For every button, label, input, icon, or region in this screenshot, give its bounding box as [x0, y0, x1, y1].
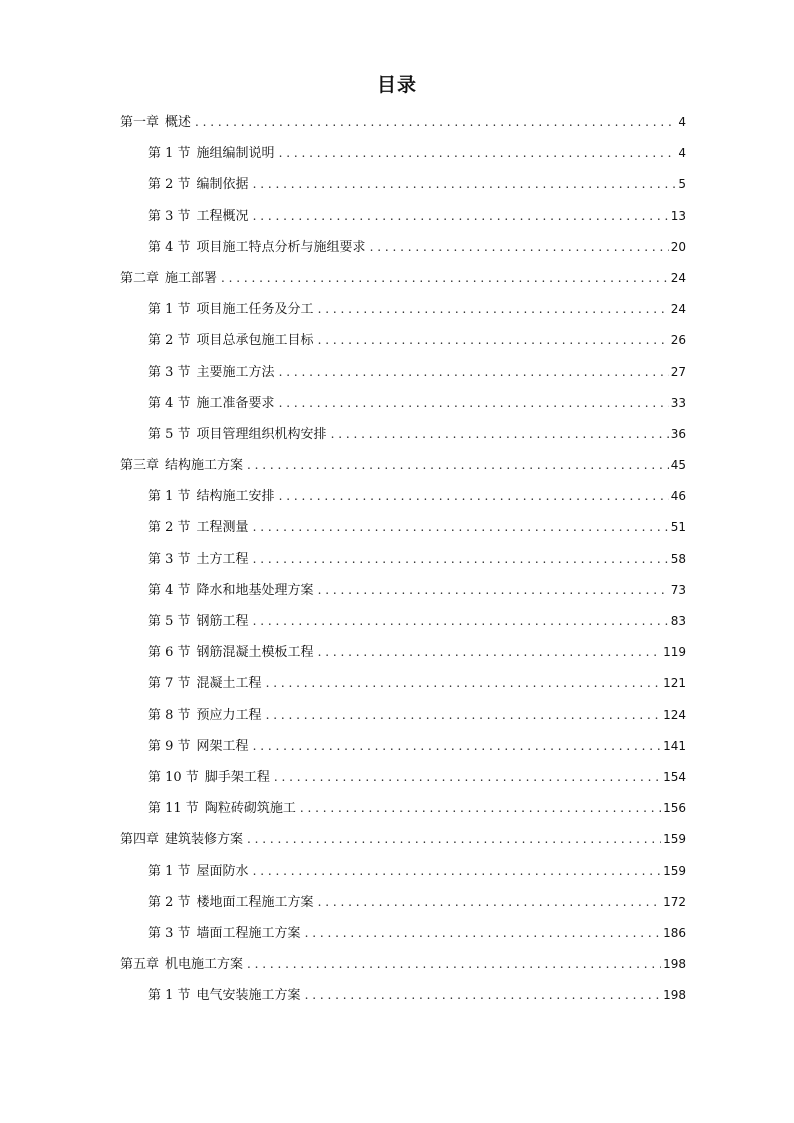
toc-dot-leader: [279, 357, 669, 388]
toc-dot-leader: [253, 606, 669, 637]
toc-page-number: 36: [670, 426, 686, 441]
toc-entry-label: [120, 107, 195, 138]
toc-section-entry[interactable]: [120, 700, 686, 731]
toc-entry-title: 工程测量: [196, 520, 249, 536]
toc-entry-number: 第 2 节: [148, 894, 191, 910]
toc-page-number: 13: [670, 208, 686, 223]
toc-entry-label: [120, 949, 247, 980]
toc-page-number: 27: [670, 364, 686, 379]
toc-section-entry[interactable]: [120, 481, 686, 512]
toc-entry-title: 施工部署: [165, 270, 218, 286]
toc-entry-title: 概述: [165, 115, 192, 130]
toc-section-entry[interactable]: [120, 201, 686, 232]
toc-page-number: 119: [663, 645, 686, 660]
toc-entry-number: 第三章: [120, 458, 160, 474]
toc-entry-title: 预应力工程: [196, 707, 262, 723]
toc-entry-number: 第五章: [120, 957, 160, 973]
toc-dot-leader: [247, 450, 669, 481]
toc-entry-label: [148, 856, 253, 887]
toc-page-number: 58: [670, 551, 686, 566]
toc-entry-title: 结构施工安排: [196, 489, 275, 505]
toc-entry-number: 第 1 节: [148, 489, 191, 505]
toc-page-number: 4: [678, 115, 686, 129]
toc-page-number: 198: [663, 957, 686, 972]
toc-chapter-entry[interactable]: [120, 107, 686, 138]
toc-entry-title: 建筑装修方案: [165, 832, 244, 848]
toc-entry-label: [148, 325, 318, 356]
toc-dot-leader: [274, 762, 661, 793]
toc-page-number: 24: [670, 302, 686, 317]
toc-entry-label: [148, 512, 253, 543]
toc-entry-label: [148, 169, 253, 200]
toc-entry-title: 机电施工方案: [165, 957, 244, 973]
toc-entry-title: 项目总承包施工目标: [196, 333, 314, 349]
toc-dot-leader: [253, 512, 669, 543]
toc-dot-leader: [253, 201, 669, 232]
toc-entry-number: 第二章: [120, 270, 160, 286]
toc-dot-leader: [247, 949, 661, 980]
toc-dot-leader: [331, 419, 669, 450]
toc-entry-title: 项目管理组织机构安排: [196, 426, 327, 442]
toc-entry-number: 第 6 节: [148, 645, 191, 661]
toc-entry-number: 第 10 节: [148, 769, 199, 785]
toc-entry-label: [148, 388, 279, 419]
toc-entry-number: 第 5 节: [148, 426, 191, 442]
toc-section-entry[interactable]: [120, 169, 686, 200]
toc-entry-title: 工程概况: [196, 208, 249, 224]
toc-page-number: 20: [670, 239, 686, 254]
toc-section-entry[interactable]: [120, 606, 686, 637]
toc-section-entry[interactable]: [120, 544, 686, 575]
toc-entry-label: [148, 481, 279, 512]
toc-section-entry[interactable]: [120, 856, 686, 887]
toc-entry-number: 第 9 节: [148, 738, 191, 754]
toc-dot-leader: [318, 294, 669, 325]
toc-entry-label: [148, 731, 253, 762]
toc-section-entry[interactable]: [120, 637, 686, 668]
toc-entry-title: 主要施工方法: [196, 364, 275, 380]
toc-dot-leader: [253, 544, 669, 575]
toc-entry-number: 第 2 节: [148, 177, 191, 193]
toc-entry-label: [148, 544, 253, 575]
toc-page-number: 156: [663, 801, 686, 816]
toc-entry-title: 楼地面工程施工方案: [196, 894, 314, 910]
toc-page-number: 124: [663, 707, 686, 722]
toc-entry-title: 脚手架工程: [204, 769, 270, 785]
toc-dot-leader: [195, 107, 676, 138]
toc-entry-number: 第 3 节: [148, 925, 191, 941]
toc-entry-label: [148, 232, 370, 263]
toc-section-entry[interactable]: [120, 357, 686, 388]
toc-entry-label: [148, 637, 318, 668]
toc-entry-title: 陶粒砖砌筑施工: [204, 801, 296, 817]
toc-dot-leader: [279, 138, 677, 169]
toc-entry-number: 第一章: [120, 115, 160, 130]
toc-dot-leader: [318, 325, 669, 356]
toc-dot-leader: [247, 824, 661, 855]
toc-entry-number: 第 3 节: [148, 551, 191, 567]
toc-entry-title: 施组编制说明: [196, 146, 275, 162]
toc-page-number: 141: [663, 738, 686, 753]
toc-page-number: 24: [670, 270, 686, 285]
toc-section-entry[interactable]: [120, 731, 686, 762]
toc-entry-label: [148, 419, 331, 450]
toc-entry-number: 第 4 节: [148, 395, 191, 411]
toc-entry-number: 第 11 节: [148, 801, 199, 817]
toc-page-number: 186: [663, 925, 686, 940]
toc-section-entry[interactable]: [120, 668, 686, 699]
toc-dot-leader: [318, 887, 662, 918]
toc-section-entry[interactable]: [120, 512, 686, 543]
toc-entry-label: [148, 762, 274, 793]
toc-dot-leader: [279, 481, 669, 512]
toc-entry-label: [148, 138, 279, 169]
toc-dot-leader: [221, 263, 669, 294]
toc-dot-leader: [253, 731, 662, 762]
toc-page-number: 46: [670, 489, 686, 504]
toc-section-entry[interactable]: [120, 887, 686, 918]
toc-dot-leader: [253, 169, 677, 200]
toc-entry-number: 第 2 节: [148, 520, 191, 536]
toc-section-entry[interactable]: [120, 138, 686, 169]
toc-dot-leader: [370, 232, 669, 263]
toc-entry-number: 第 1 节: [148, 988, 191, 1004]
toc-dot-leader: [266, 668, 662, 699]
toc-entry-label: [120, 263, 221, 294]
toc-section-entry[interactable]: [120, 325, 686, 356]
toc-entry-title: 结构施工方案: [165, 458, 244, 474]
toc-entry-label: [148, 918, 305, 949]
toc-entry-label: [148, 575, 318, 606]
toc-entry-title: 电气安装施工方案: [196, 988, 301, 1004]
toc-section-entry[interactable]: [120, 762, 686, 793]
toc-entry-number: 第 4 节: [148, 582, 191, 598]
toc-entry-label: [148, 980, 305, 1011]
toc-entry-number: 第 1 节: [148, 146, 191, 162]
toc-entry-label: [148, 887, 318, 918]
toc-chapter-entry[interactable]: [120, 949, 686, 980]
toc-entry-number: 第 5 节: [148, 614, 191, 629]
toc-entry-number: 第 2 节: [148, 333, 191, 349]
toc-page-number: 45: [670, 458, 686, 473]
toc-entry-title: 墙面工程施工方案: [196, 925, 301, 941]
toc-entry-label: [148, 201, 253, 232]
toc-entry-title: 土方工程: [196, 551, 249, 567]
toc-entry-label: [148, 357, 279, 388]
toc-page-number: 73: [670, 582, 686, 597]
toc-entry-title: 项目施工特点分析与施组要求: [196, 239, 366, 255]
toc-page-number: 26: [670, 333, 686, 348]
toc-entry-title: 施工准备要求: [196, 395, 275, 411]
toc-entry-number: 第四章: [120, 832, 160, 848]
toc-section-entry[interactable]: [120, 419, 686, 450]
toc-entry-title: 降水和地基处理方案: [196, 582, 314, 598]
toc-page-number: 159: [663, 863, 686, 878]
toc-dot-leader: [279, 388, 669, 419]
toc-entry-number: 第 1 节: [148, 863, 191, 879]
toc-entry-label: [148, 793, 300, 824]
toc-entry-title: 网架工程: [196, 738, 249, 754]
toc-entry-title: 编制依据: [196, 177, 249, 193]
toc-section-entry[interactable]: [120, 918, 686, 949]
toc-page-number: 83: [670, 614, 686, 628]
toc-entry-title: 屋面防水: [196, 863, 249, 879]
toc-page-number: 33: [670, 395, 686, 410]
toc-entry-label: [148, 606, 253, 637]
toc-page-number: 172: [663, 894, 686, 909]
toc-dot-leader: [305, 980, 662, 1011]
toc-entry-number: 第 8 节: [148, 707, 191, 723]
toc-dot-leader: [253, 856, 662, 887]
toc-chapter-entry[interactable]: [120, 263, 686, 294]
toc-entry-number: 第 4 节: [148, 239, 191, 255]
toc-dot-leader: [305, 918, 662, 949]
toc-page-number: 121: [663, 676, 686, 691]
toc-page-number: 159: [663, 832, 686, 847]
toc-entry-number: 第 3 节: [148, 208, 191, 224]
toc-chapter-entry[interactable]: [120, 450, 686, 481]
toc-entry-label: [120, 824, 247, 855]
toc-entry-number: 第 7 节: [148, 676, 191, 692]
toc-page-number: 51: [670, 520, 686, 535]
toc-page-number: 198: [663, 988, 686, 1003]
toc-dot-leader: [318, 637, 662, 668]
toc-entry-label: [120, 450, 247, 481]
toc-section-entry[interactable]: [120, 575, 686, 606]
toc-dot-leader: [318, 575, 669, 606]
toc-page-number: 4: [678, 146, 686, 161]
toc-entry-number: 第 1 节: [148, 302, 191, 318]
toc-dot-leader: [266, 700, 662, 731]
toc-entry-number: 第 3 节: [148, 364, 191, 380]
toc-entry-label: [148, 700, 266, 731]
toc-page-number: 5: [678, 177, 686, 192]
toc-entry-title: 钢筋混凝土模板工程: [196, 645, 314, 661]
toc-section-entry[interactable]: [120, 232, 686, 263]
toc-list: [120, 107, 686, 1011]
toc-entry-title: 混凝土工程: [196, 676, 262, 692]
toc-section-entry[interactable]: [120, 388, 686, 419]
toc-dot-leader: [300, 793, 661, 824]
toc-entry-title: 钢筋工程: [196, 614, 249, 629]
toc-section-entry[interactable]: [120, 793, 686, 824]
toc-section-entry[interactable]: [120, 294, 686, 325]
toc-chapter-entry[interactable]: [120, 824, 686, 855]
toc-entry-label: [148, 668, 266, 699]
toc-entry-label: [148, 294, 318, 325]
toc-section-entry[interactable]: [120, 980, 686, 1011]
toc-entry-title: 项目施工任务及分工: [196, 302, 314, 318]
toc-title: 目录: [376, 74, 417, 96]
toc-page-number: 154: [663, 769, 686, 784]
